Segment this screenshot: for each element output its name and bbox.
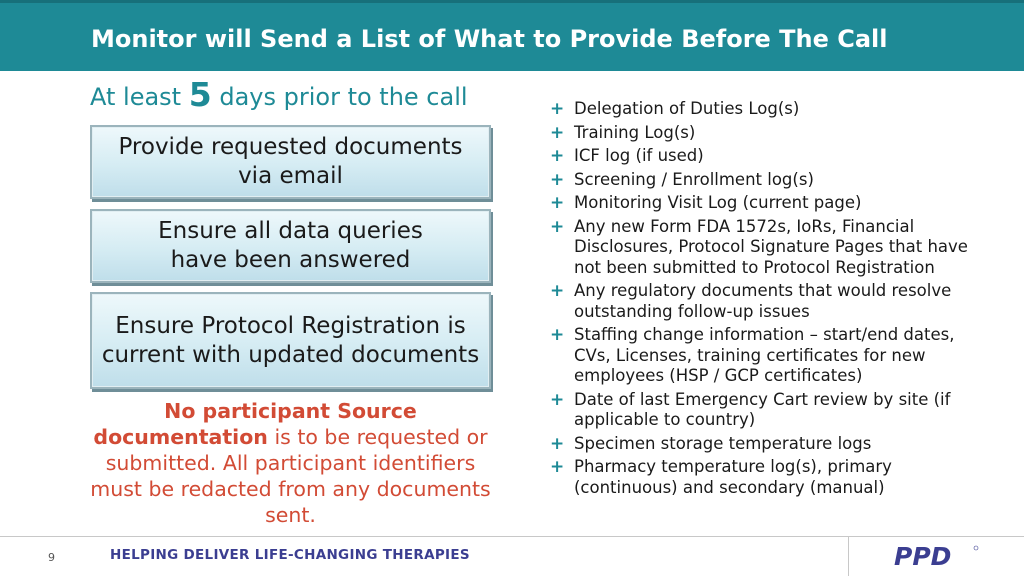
list-item xyxy=(548,281,988,322)
ppd-logo xyxy=(892,543,980,569)
list-item xyxy=(548,123,988,144)
subtitle-prefix: At least xyxy=(90,83,182,111)
list-item-text: Pharmacy temperature log(s), primary (continuous) and secondary (manual) xyxy=(574,457,892,497)
slide-title: Monitor will Send a List of What to Provide Before The Call xyxy=(91,25,888,53)
warning-text: is to be requested or submitted. All participant identifiers must be redacted from any documents sent. xyxy=(90,425,491,527)
list-item xyxy=(548,434,988,455)
list-item-text: Specimen storage temperature logs xyxy=(574,433,872,453)
footer-tagline: HELPING DELIVER LIFE-CHANGING THERAPIES xyxy=(110,547,470,563)
action-box-queries xyxy=(90,209,491,283)
list-item xyxy=(548,170,988,191)
plus-icon: + xyxy=(550,281,565,301)
list-item xyxy=(548,457,988,498)
title-bar xyxy=(0,0,1024,71)
plus-icon: + xyxy=(550,169,565,190)
plus-icon: + xyxy=(550,216,565,237)
plus-icon: + xyxy=(550,146,565,166)
action-box-line: have been answered xyxy=(170,247,411,273)
subtitle xyxy=(90,74,468,113)
action-box-line: Ensure Protocol Registration is xyxy=(115,312,466,339)
list-item xyxy=(548,146,988,167)
action-box-line: Provide requested documents xyxy=(118,134,463,160)
plus-icon: + xyxy=(550,193,565,213)
list-item-text: Staffing change information – start/end dates, CVs, Licenses, training certificates for new employees (HSP / GCP certificates) xyxy=(574,325,955,385)
source-documentation-warning xyxy=(90,398,491,528)
action-box-line: Ensure all data queries xyxy=(158,218,423,244)
list-item-text: Training Log(s) xyxy=(574,122,696,142)
footer-vertical-divider xyxy=(848,537,849,576)
list-item xyxy=(548,99,988,120)
ppd-logo-text: PPD xyxy=(894,543,952,569)
subtitle-number: 5 xyxy=(188,75,212,114)
list-item-text: Any regulatory documents that would resolve outstanding follow-up issues xyxy=(574,281,952,321)
list-item xyxy=(548,325,988,387)
list-item-text: Any new Form FDA 1572s, IoRs, Financial Disclosures, Protocol Signature Pages that have not been submitted to Protocol Registration xyxy=(574,216,968,277)
registered-mark-icon xyxy=(974,546,978,550)
plus-icon: + xyxy=(550,325,565,345)
footer-divider-line xyxy=(0,536,1024,537)
list-item xyxy=(548,217,988,279)
list-item xyxy=(548,193,988,214)
list-item xyxy=(548,390,988,431)
page-number: 9 xyxy=(48,551,55,564)
action-box-email xyxy=(90,125,491,199)
plus-icon: + xyxy=(550,433,565,454)
action-box-line: current with updated documents xyxy=(101,341,480,368)
list-item-text: ICF log (if used) xyxy=(574,146,704,165)
subtitle-suffix: days prior to the call xyxy=(219,83,468,111)
list-item-text: Date of last Emergency Cart review by site (if applicable to country) xyxy=(574,389,951,429)
warning-bold-text: No participant Source documentation xyxy=(93,399,417,449)
plus-icon: + xyxy=(550,122,565,143)
action-box-line: via email xyxy=(238,163,343,189)
plus-icon: + xyxy=(550,457,565,477)
required-documents-list xyxy=(548,99,988,501)
plus-icon: + xyxy=(550,389,565,410)
list-item-text: Delegation of Duties Log(s) xyxy=(574,99,800,118)
action-box-registration xyxy=(90,292,491,389)
plus-icon: + xyxy=(550,99,565,119)
list-item-text: Screening / Enrollment log(s) xyxy=(574,169,814,189)
list-item-text: Monitoring Visit Log (current page) xyxy=(574,193,862,212)
